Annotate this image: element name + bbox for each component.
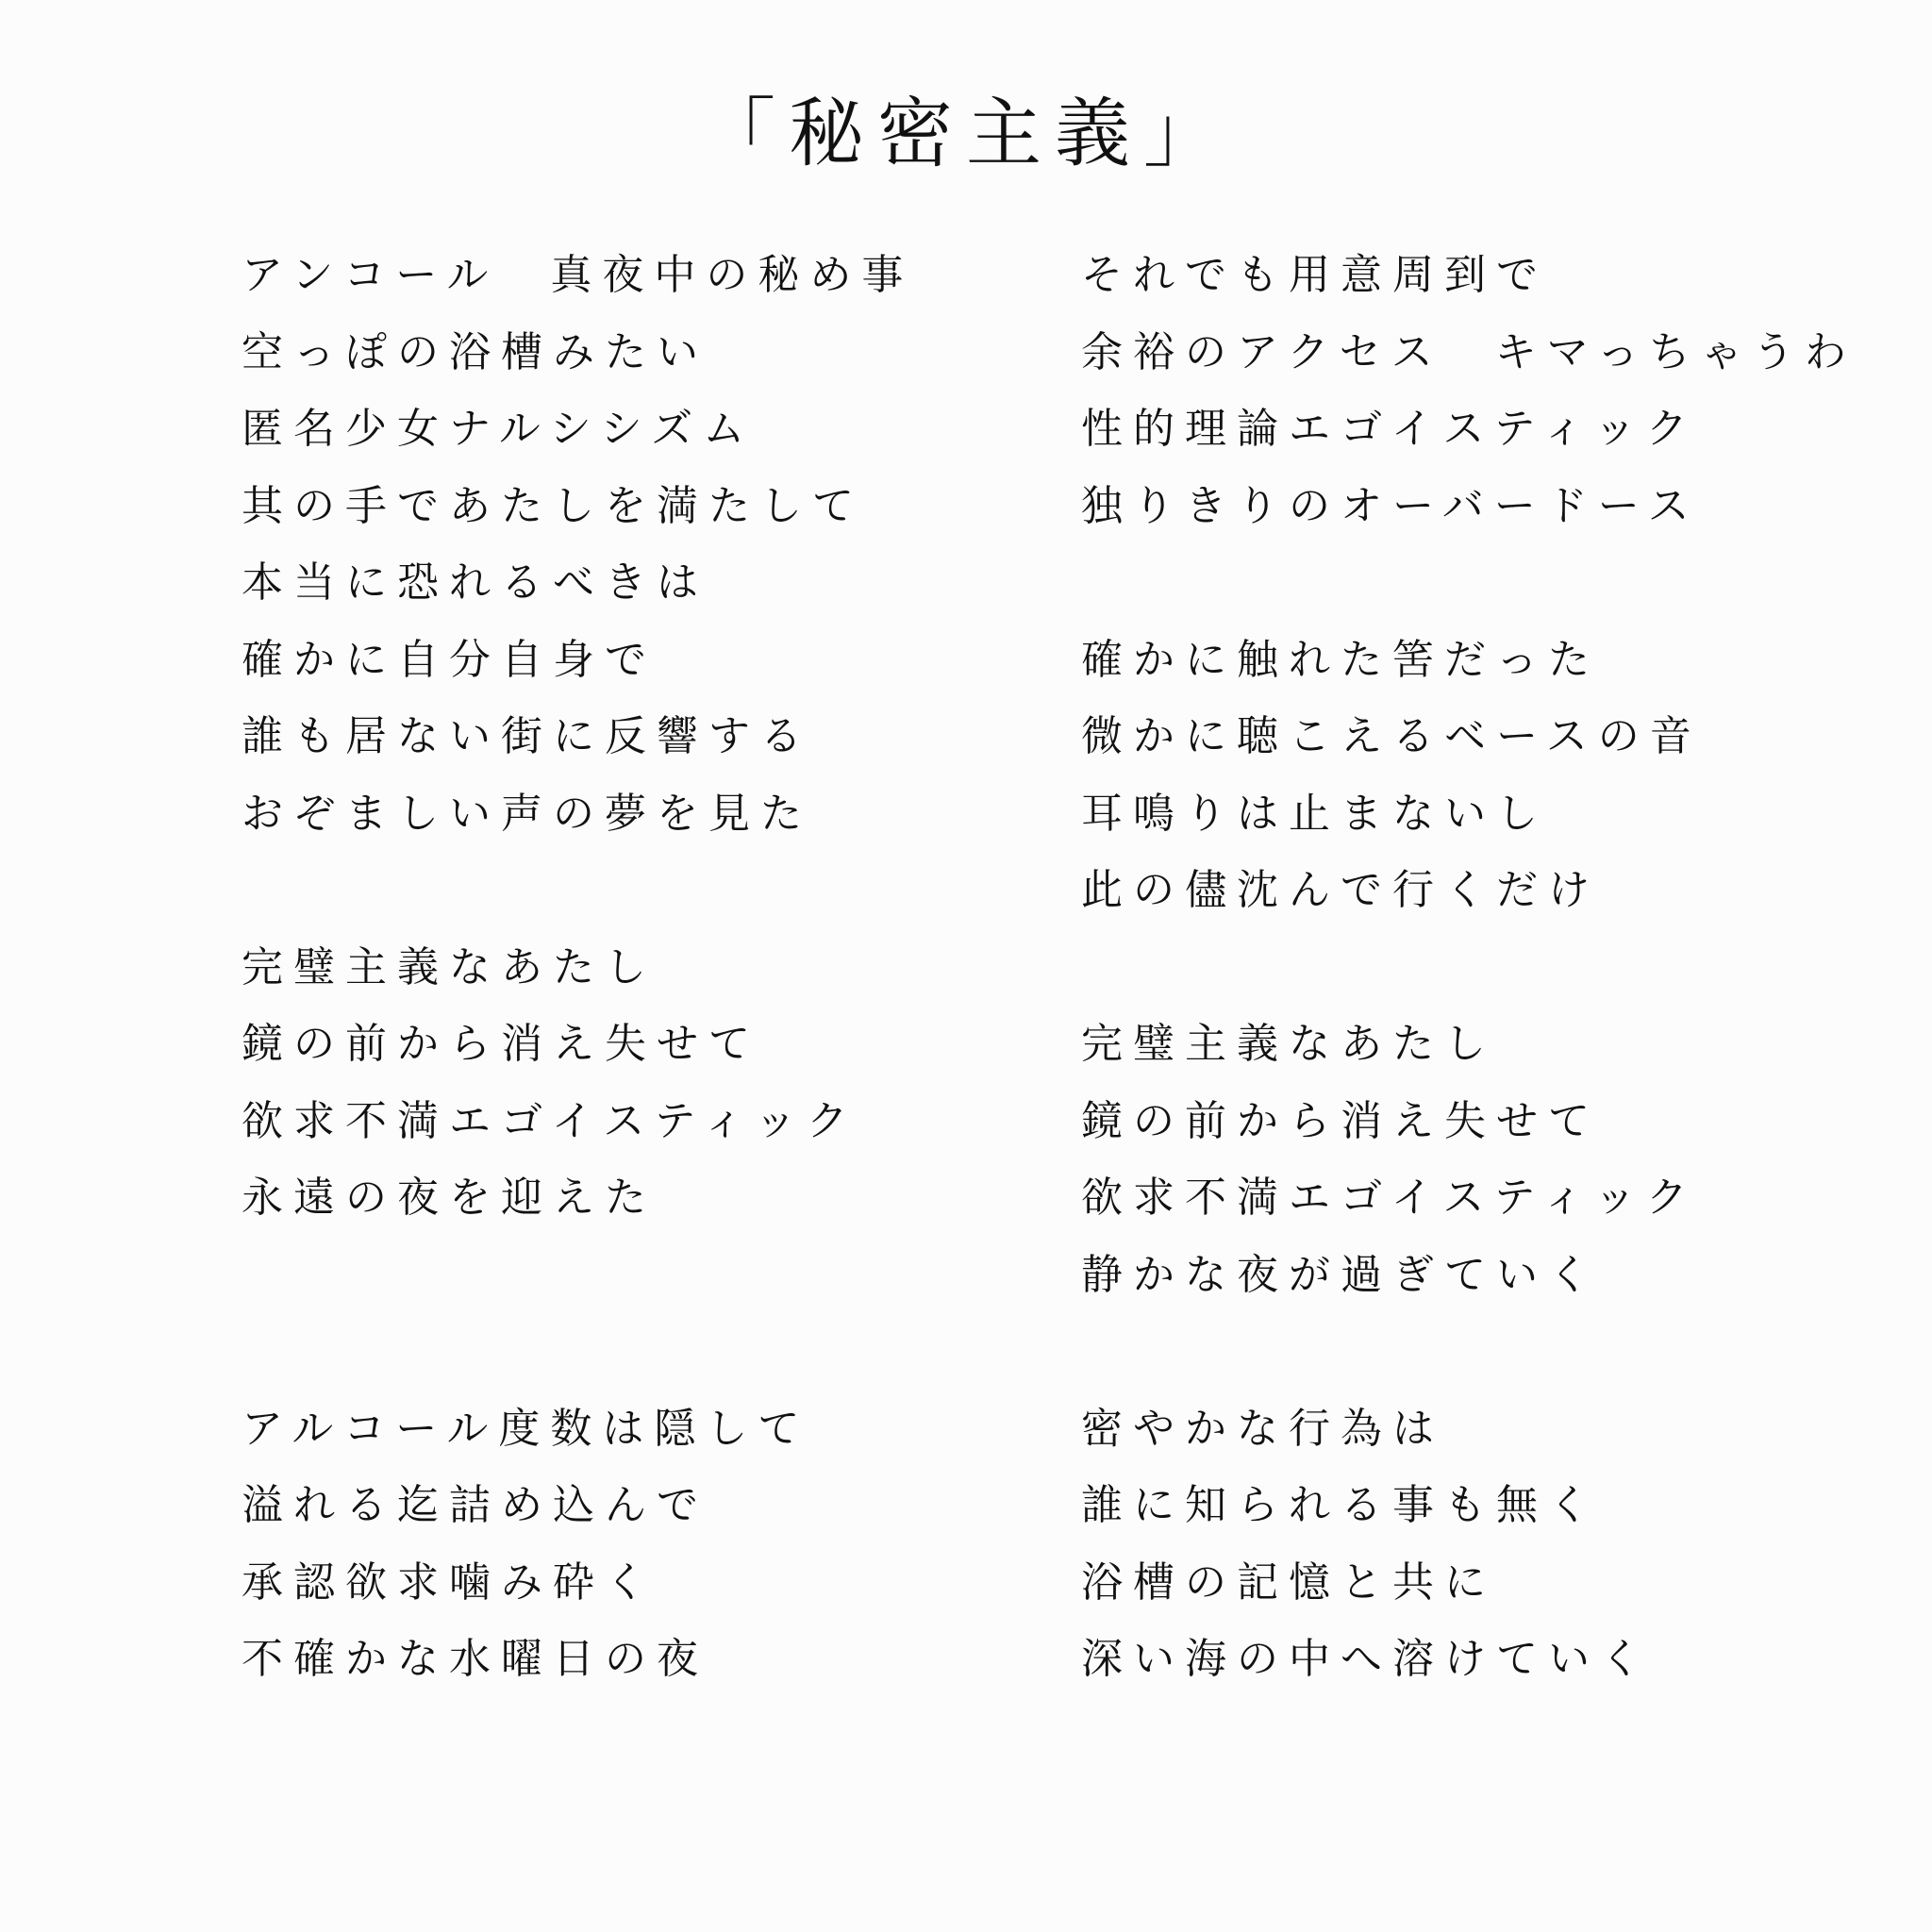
lyric-line: アルコール度数は隠して <box>242 1404 810 1453</box>
song-title: 「秘密主義」 <box>700 90 1232 177</box>
lyric-line: 独りきりのオーバードース <box>1081 481 1700 530</box>
lyric-line: 静かな夜が過ぎていく <box>1081 1250 1600 1299</box>
stanza-break <box>242 1327 913 1405</box>
lyric-line: 深い海の中へ溶けていく <box>1081 1635 1652 1683</box>
lyric-line: 確かに触れた筈だった <box>1081 635 1600 684</box>
lyric-line: 密やかな行為は <box>1081 1404 1444 1453</box>
lyric-line: それでも用意周到で <box>1081 251 1548 299</box>
lyric-line: アンコール 真夜中の秘め事 <box>242 251 914 299</box>
lyric-line: 浴槽の記憶と共に <box>1081 1557 1496 1607</box>
lyric-line: 此の儘沈んで行くだけ <box>1081 866 1600 914</box>
lyric-line: 匿名少女ナルシシズム <box>242 405 756 453</box>
lyric-line: 其の手であたしを満たして <box>242 481 864 530</box>
lyrics-right-column <box>1081 251 1857 1712</box>
lyric-line: 欲求不満エゴイスティック <box>1081 1174 1698 1222</box>
lyric-line: 完璧主義なあたし <box>242 942 657 991</box>
lyric-line: おぞましい声の夢を見た <box>242 789 812 838</box>
stanza-break <box>1081 1327 1857 1405</box>
stanza-break <box>242 1251 913 1328</box>
lyric-line: 耳鳴りは止まないし <box>1081 789 1548 838</box>
lyric-line: 欲求不満エゴイスティック <box>242 1096 858 1145</box>
lyric-line: 永遠の夜を迎えた <box>242 1174 657 1222</box>
lyric-line: 鏡の前から消え失せて <box>1081 1096 1600 1145</box>
lyric-line: 微かに聴こえるベースの音 <box>1081 712 1702 760</box>
lyrics-left-column <box>242 251 913 1712</box>
lyric-line: 承認欲求噛み砕く <box>242 1557 657 1607</box>
lyric-line: 完璧主義なあたし <box>1081 1020 1496 1068</box>
lyric-line: 不確かな水曜日の夜 <box>242 1635 708 1683</box>
lyric-line: 空っぽの浴槽みたい <box>242 327 708 376</box>
stanza-break <box>1081 943 1857 1021</box>
lyric-line: 溢れる迄詰め込んで <box>242 1481 708 1529</box>
lyric-line: 鏡の前から消え失せて <box>242 1020 760 1068</box>
lyric-line: 性的理論エゴイスティック <box>1081 405 1698 453</box>
stanza-break <box>1081 558 1857 636</box>
lyric-line: 余裕のアクセス キマっちゃうわ <box>1081 327 1857 376</box>
lyric-line: 本当に恐れるべきは <box>242 558 708 607</box>
lyric-line: 確かに自分自身で <box>242 635 657 684</box>
lyric-line: 誰も居ない街に反響する <box>242 712 812 760</box>
stanza-break <box>242 866 913 943</box>
lyric-line: 誰に知られる事も無く <box>1081 1481 1600 1529</box>
